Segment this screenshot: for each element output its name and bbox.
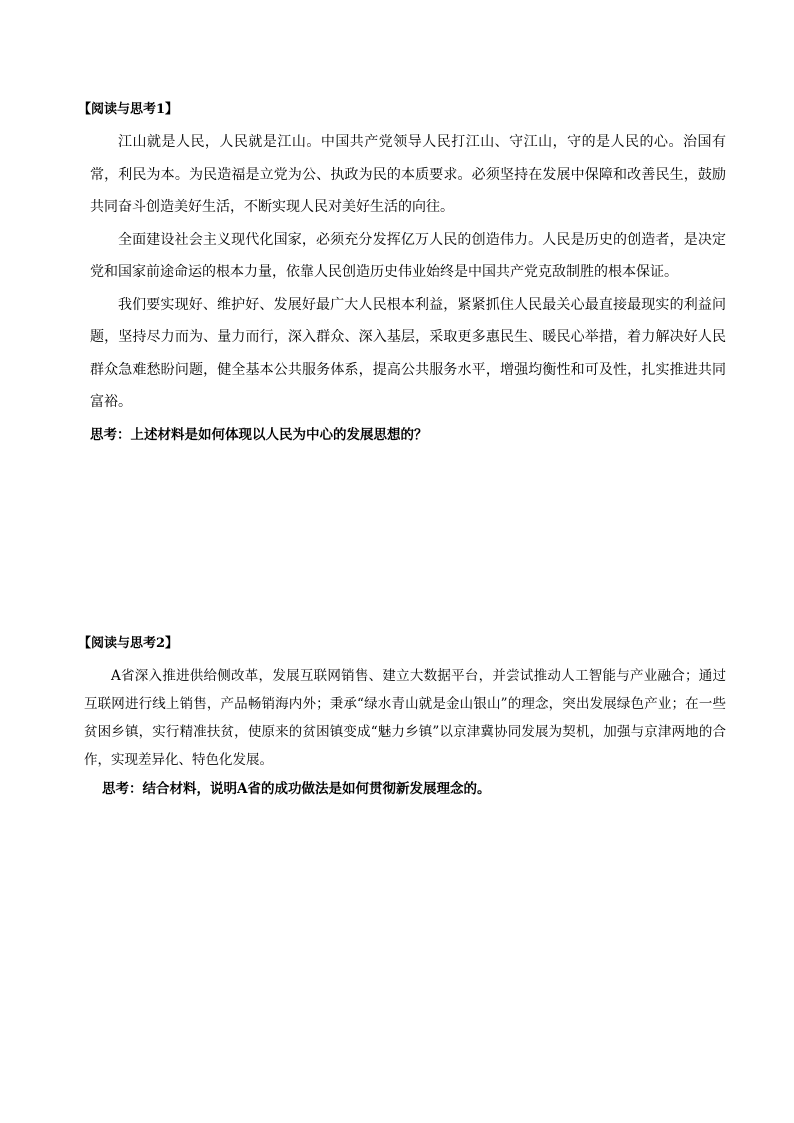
paragraph: 我们要实现好、维护好、发展好最广大人民根本利益，紧紧抓住人民最关心最直接最现实的利益问题，坚持尽力而为、量力而行，深入群众、深入基层，采取更多惠民生、暖民心举措，着力解决好人民群众急难愁盼问题，健全基本公共服务体系，提高公共服务水平，增强均衡性和可及性，扎实推进共同富裕。 xyxy=(90,296,726,410)
question-prompt: 思考：上述材料是如何体现以人民为中心的发展思想的？ xyxy=(90,426,428,443)
paragraph: A省深入推进供给侧改革，发展互联网销售、建立大数据平台，并尝试推动人工智能与产业融合；通过互联网进行线上销售，产品畅销海内外；秉承“绿水青山就是金山银山”的理念，突出发展绿色产业；在一些贫困乡镇，实行精准扶贫，使原来的贫困镇变成“魅力乡镇”以京津冀协同发展为契机，加强与京津两地的合作，实现差异化、特色化发展。 xyxy=(84,668,726,768)
paragraph: 江山就是人民，人民就是江山。中国共产党领导人民打江山、守江山，守的是人民的心。治国有常，利民为本。为民造福是立党为公、执政为民的本质要求。必须坚持在发展中保障和改善民生，鼓励共同奋斗创造美好生活，不断实现人民对美好生活的向往。 xyxy=(90,134,726,215)
paragraph: 全面建设社会主义现代化国家，必须充分发挥亿万人民的创造伟力。人民是历史的创造者，是决定党和国家前途命运的根本力量，依靠人民创造历史伟业始终是中国共产党克敌制胜的根本保证。 xyxy=(90,231,726,280)
reading-section-2 xyxy=(78,632,726,804)
section-heading: 【阅读与思考2】 xyxy=(78,636,179,651)
section-heading: 【阅读与思考1】 xyxy=(78,102,179,117)
question-prompt: 思考：结合材料，说明A省的成功做法是如何贯彻新发展理念的。 xyxy=(102,781,491,797)
reading-section-1 xyxy=(78,98,726,451)
